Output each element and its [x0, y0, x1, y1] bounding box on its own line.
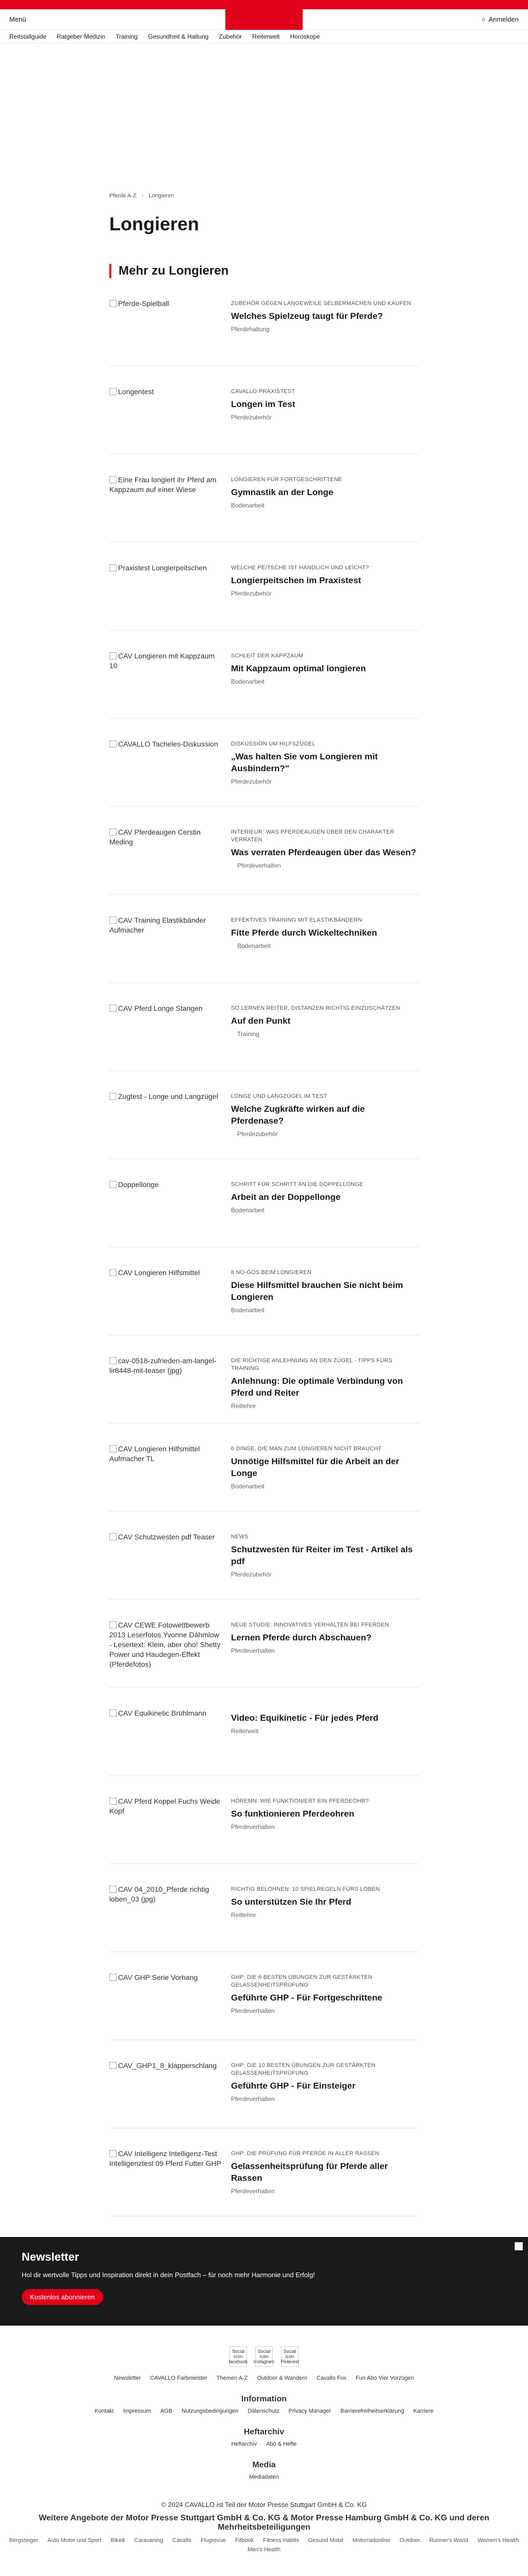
teaser-headline[interactable]: Video: Equikinetic - Für jedes Pferd	[231, 1713, 378, 1723]
teaser-headline[interactable]: Gymnastik an der Longe	[231, 487, 334, 497]
broken-image-icon	[109, 917, 117, 924]
teaser-image-alt: Eine Frau longiert ihr Pferd am Kappzaum auf einer Wiese	[109, 476, 217, 494]
footer-media-title: Media	[252, 2461, 276, 2469]
more-offers-link[interactable]: Motorradonline	[352, 2537, 391, 2544]
footer-links-primary	[0, 2375, 528, 2381]
newsletter-subscribe-button[interactable]: Kostenlos abonnieren	[22, 2289, 103, 2305]
teaser-headline[interactable]: Longen im Test	[231, 399, 295, 409]
teaser-image[interactable]	[109, 475, 222, 533]
teaser-category[interactable]: Pferdeverhalten	[231, 1647, 275, 1654]
teaser-image[interactable]	[109, 1620, 222, 1678]
teaser-headline[interactable]: Unnötige Hilfsmittel für die Arbeit an der Longe	[231, 1456, 400, 1478]
teaser-kicker: DISKUSSION UM HILFSZÜGEL	[231, 741, 316, 747]
footer-info-link[interactable]: Kontakt	[94, 2408, 114, 2414]
teaser-kicker: SCHRITT FÜR SCHRITT AN DIE DOPPELLONGE	[231, 1181, 364, 1188]
teaser-image-alt: CAV_GHP1_8_klapperschlang	[118, 2061, 217, 2070]
teaser-card[interactable]	[109, 475, 419, 543]
teaser-category[interactable]: Pferdezubehör	[231, 413, 272, 421]
broken-image-icon	[109, 1621, 117, 1629]
teaser-card[interactable]	[109, 1973, 419, 2040]
more-offers-link[interactable]: Bike8	[110, 2537, 125, 2544]
teaser-image-alt: CAV Pferd Longe Stangen	[118, 1004, 203, 1012]
newsletter-banner	[0, 2237, 528, 2326]
teaser-kicker: 6 DINGE, DIE MAN ZUM LONGIEREN NICHT BRAUCHT	[231, 1446, 382, 1452]
teaser-category[interactable]: Reitlehre	[231, 1402, 256, 1410]
teaser-card[interactable]	[109, 1180, 419, 1247]
more-offers-link[interactable]: Cavallo	[172, 2537, 192, 2544]
broken-image-icon	[109, 476, 117, 483]
teaser-headline[interactable]: So unterstützen Sie Ihr Pferd	[231, 1896, 352, 1907]
teaser-kicker: 8 NO-GOS BEIM LONGIEREN	[231, 1269, 312, 1276]
nav-item[interactable]: Zubehör	[219, 32, 242, 40]
teaser-category[interactable]: Training	[237, 1030, 259, 1038]
teaser-card[interactable]	[109, 739, 419, 807]
teaser-card[interactable]	[109, 2061, 419, 2128]
teaser-image-alt: Praxistest Longierpeitschen	[118, 564, 207, 572]
broken-image-icon	[109, 388, 117, 395]
broken-image-icon	[109, 1181, 117, 1188]
teaser-image[interactable]	[109, 2061, 222, 2119]
teaser-image-alt: CAV Longieren Hilfsmittel	[118, 1268, 200, 1277]
footer-heft-link[interactable]: Abo & Hefte	[266, 2441, 297, 2447]
menu-button[interactable]	[9, 15, 26, 23]
teaser-image-alt: CAV 04_2010_Pferde richtig loben_03 (jpg)	[109, 1885, 209, 1903]
teaser-category[interactable]: Bodenarbeit	[231, 677, 265, 685]
more-offers-link[interactable]: Outdoor	[400, 2537, 420, 2544]
teaser-card[interactable]	[109, 2149, 419, 2216]
teaser-category[interactable]: Bodenarbeit	[231, 501, 265, 509]
teaser-headline[interactable]: Auf den Punkt	[231, 1015, 291, 1026]
nav-item[interactable]: Ratgeber Medizin	[57, 32, 106, 40]
teaser-image[interactable]	[109, 1268, 222, 1326]
teaser-card[interactable]	[109, 1797, 419, 1864]
footer-info-title: Information	[241, 2395, 287, 2403]
teaser-image[interactable]	[109, 1885, 222, 1942]
teaser-image[interactable]	[109, 387, 222, 445]
newsletter-title: Newsletter	[22, 2250, 79, 2263]
teaser-kicker: LONGE UND LANGZÜGEL IM TEST	[231, 1093, 327, 1099]
teaser-card[interactable]	[109, 827, 419, 895]
teaser-headline[interactable]: Was verraten Pferdeaugen über das Wesen?	[231, 847, 417, 857]
teaser-kicker: HÖREMN: WIE FUNKTIONIERT EIN PFERDEOHR?	[231, 1798, 369, 1804]
teaser-headline[interactable]: Fitte Pferde durch Wickeltechniken	[231, 927, 377, 938]
footer-heft-links	[0, 2441, 528, 2447]
nav-item[interactable]: Reiterwelt	[252, 32, 280, 40]
close-icon[interactable]	[515, 2242, 523, 2250]
footer-link[interactable]: Outdoor & Wandern	[257, 2375, 307, 2381]
nav-item[interactable]: Training	[116, 32, 138, 40]
teaser-image[interactable]	[109, 563, 222, 621]
teaser-image-alt: CAV GHP Serie Vorhang	[118, 1973, 198, 1981]
teaser-image-alt: CAVALLO Tacheles-Diskussion	[118, 740, 218, 748]
teaser-card[interactable]	[109, 1356, 419, 1423]
teaser-image[interactable]	[109, 2149, 222, 2207]
more-offers-link[interactable]: Fitness Habits	[263, 2537, 299, 2544]
footer-info-link[interactable]: Nutzungsbedingungen	[182, 2408, 239, 2414]
teaser-image[interactable]	[109, 1797, 222, 1854]
more-offers-links	[0, 2537, 528, 2563]
teaser-image-alt: CAV Equikinetic Brühlmann	[118, 1709, 206, 1717]
teaser-headline[interactable]: Geführte GHP - Für Einsteiger	[231, 2080, 356, 2091]
broken-image-icon	[109, 564, 117, 571]
more-offers-link[interactable]: Bergsteiger	[9, 2537, 39, 2544]
teaser-image-alt: Doppellonge	[118, 1180, 159, 1189]
teaser-image-alt: CAV Schutzwesten pdf Teaser	[118, 1533, 215, 1541]
more-offers-link[interactable]: Auto Motor und Sport	[47, 2537, 102, 2544]
site-footer	[0, 2326, 528, 2563]
teaser-headline[interactable]: Gelassenheitsprüfung für Pferde aller Rassen	[231, 2161, 388, 2183]
broken-image-icon	[109, 1974, 117, 1981]
more-offers-link[interactable]: Women's Health	[477, 2537, 519, 2544]
teaser-headline[interactable]: Anlehnung: Die optimale Verbindung von Pferd und Reiter	[231, 1376, 403, 1398]
teaser-kicker: SO LERNEN REITER, DISTANZEN RICHTIG EINZUSCHÄTZEN	[231, 1005, 401, 1011]
teaser-category[interactable]: Pferdeverhalten	[231, 2095, 275, 2103]
teaser-image-alt: CAV CEWE Fotowettbewerb 2013 Leserfotos Yvonne Dähmlow - Lesertext: Klein, aber oho! Shetty Power und Haudegen-Effekt (Pferdefotos)	[109, 1621, 221, 1668]
teaser-category[interactable]: Pferdehaltung	[231, 325, 270, 333]
footer-link[interactable]: CAVALLO Farbmeister	[150, 2375, 207, 2381]
footer-link[interactable]: Fun Abo Vier Vorzügen	[355, 2375, 414, 2381]
section-title: Mehr zu Longieren	[109, 264, 419, 278]
teaser-headline[interactable]: So funktionieren Pferdeohren	[231, 1808, 354, 1819]
teaser-image-alt: Zugtest - Longe und Langzügel	[118, 1092, 218, 1100]
teaser-card[interactable]	[109, 916, 419, 983]
newsletter-text: Hol dir wertvolle Tipps und Inspiration direkt in dein Postfach – für noch mehr Harmonie und Erfolg!	[22, 2271, 315, 2279]
teaser-headline[interactable]: Welche Zugkräfte wirken auf die Pferdenase?	[231, 1104, 365, 1126]
main-nav	[0, 30, 528, 43]
broken-image-icon	[109, 1357, 117, 1364]
teaser-kicker: NEUE STUDIE: INNOVATIVES VERHALTEN BEI PFERDEN	[231, 1622, 389, 1628]
more-offers-link[interactable]: Gesund Mobil	[308, 2537, 343, 2544]
broken-image-icon	[109, 1445, 117, 1452]
teaser-card[interactable]	[109, 1444, 419, 1512]
teaser-category[interactable]: Bodenarbeit	[231, 1482, 265, 1490]
teaser-image[interactable]	[109, 1004, 222, 1061]
more-offers-link[interactable]: Flugrevue	[201, 2537, 226, 2544]
teaser-category[interactable]: Pferdeverhalten	[231, 2187, 275, 2195]
teaser-image[interactable]	[109, 1444, 222, 1502]
user-icon: ○	[481, 15, 486, 23]
teaser-kicker: RICHTIG BELOHNEN: 10 SPIELREGELN FÜRS LOBEN	[231, 1886, 380, 1892]
teaser-headline[interactable]: Mit Kappzaum optimal longieren	[231, 663, 366, 673]
teaser-card[interactable]	[109, 299, 419, 366]
teaser-kicker: GHP: DIE 10 BESTEN ÜBUNGEN ZUR GESTÄRKTEN GELASSENHEITSPRÜFUNG	[231, 2062, 376, 2076]
footer-info-link[interactable]: Privacy Manager	[288, 2408, 332, 2414]
teaser-image[interactable]	[109, 1708, 222, 1766]
site-header	[0, 9, 528, 30]
teaser-headline[interactable]: Lernen Pferde durch Abschauen?	[231, 1632, 372, 1642]
social-icon[interactable]: Social Icon facebook	[229, 2346, 247, 2367]
teaser-card[interactable]	[109, 1532, 419, 1600]
broken-image-icon	[109, 1886, 117, 1893]
teaser-card[interactable]	[109, 563, 419, 631]
teaser-card[interactable]	[109, 1268, 419, 1335]
broken-image-icon	[109, 2150, 117, 2157]
teaser-kicker: WELCHE PEITSCHE IST HANDLICH UND LEICHT?	[231, 565, 369, 571]
teaser-image-alt: CAV Training Elastikbänder Aufmacher	[109, 916, 206, 934]
teaser-image[interactable]	[109, 1973, 222, 2030]
breadcrumb	[109, 193, 419, 199]
footer-media-link[interactable]: Mediadaten	[249, 2474, 279, 2480]
teaser-category[interactable]: Reitlehre	[231, 1911, 256, 1919]
broken-image-icon	[109, 652, 117, 659]
teaser-card[interactable]	[109, 1004, 419, 1071]
broken-image-icon	[109, 1709, 117, 1717]
teaser-headline[interactable]: „Was halten Sie vom Longieren mit Ausbindern?"	[231, 751, 378, 773]
main-content	[109, 193, 419, 2216]
broken-image-icon	[109, 1269, 117, 1276]
social-icon[interactable]: Social Icon Pinterest	[281, 2346, 299, 2367]
social-links	[0, 2326, 528, 2367]
teaser-image-alt: CAV Longieren Hilfsmittel Aufmacher TL	[109, 1445, 200, 1463]
teaser-image-alt: cav-0518-zufrieden-am-langel-lir8448-mit-teaser (jpg)	[109, 1357, 217, 1375]
teaser-image-alt: CAV Longieren mit Kappzaum 10	[109, 652, 215, 670]
teaser-category[interactable]: Pferdeverhalten	[231, 2007, 275, 2014]
teaser-category[interactable]: Bodenarbeit	[231, 1206, 265, 1214]
teaser-image[interactable]	[109, 1180, 222, 1238]
teaser-kicker: GHP: DIE 6 BESTEN ÜBUNGEN ZUR GESTÄRKTEN GELASSENHEITSPRÜFUNG	[231, 1974, 372, 1988]
footer-media-links	[0, 2474, 528, 2480]
teaser-headline[interactable]: Welches Spielzeug taugt für Pferde?	[231, 311, 383, 321]
nav-item[interactable]: Gesundheit & Haltung	[148, 32, 209, 40]
teaser-card[interactable]	[109, 387, 419, 454]
teaser-image[interactable]	[109, 299, 222, 357]
teaser-image[interactable]	[109, 1532, 222, 1590]
broken-image-icon	[109, 740, 117, 748]
login-label: Anmelden	[488, 15, 519, 23]
teaser-category[interactable]: Pferdezubehör	[231, 1570, 272, 1578]
teaser-headline[interactable]: Diese Hilfsmittel brauchen Sie nicht beim Longieren	[231, 1280, 403, 1302]
teaser-image-alt: CAV Pferd Koppel Fuchs Weide Kopf	[109, 1797, 220, 1815]
teaser-headline[interactable]: Geführte GHP - Für Fortgeschrittene	[231, 1992, 383, 2003]
page-title: Longieren	[109, 213, 200, 234]
footer-info-link[interactable]: Karriere	[413, 2408, 434, 2414]
teaser-category[interactable]: Bodenarbeit	[231, 1306, 265, 1314]
more-offers-link[interactable]: Men's Health	[248, 2547, 280, 2553]
brand-logo[interactable]	[225, 0, 303, 30]
teaser-headline[interactable]: Arbeit an der Doppellonge	[231, 1192, 341, 1202]
teaser-kicker: GHP: DIE PRÜFUNG FÜR PFERDE IN ALLER RASSEN	[231, 2150, 380, 2157]
footer-info-link[interactable]: AGB	[160, 2408, 173, 2414]
footer-link[interactable]: Themen A-Z	[216, 2375, 248, 2381]
menu-label: Menü	[9, 15, 26, 23]
footer-heft-link[interactable]: Heftarchiv	[231, 2441, 257, 2447]
social-icon[interactable]: Social Icon Instagram	[255, 2346, 273, 2367]
teaser-image[interactable]	[109, 651, 222, 709]
nav-item[interactable]: Horoskope	[290, 32, 320, 40]
more-offers-title: Weitere Angebote der Motor Presse Stuttgart GmbH & Co. KG & Motor Presse Hamburg GmbH & Co. KG und deren Mehrheitsbeteiligungen	[39, 2514, 489, 2532]
teaser-image-alt: Pferde-Spielball	[118, 299, 169, 308]
breadcrumb-separator-icon: ›	[141, 193, 144, 199]
teaser-kicker: NEWS	[231, 1534, 249, 1540]
broken-image-icon	[109, 1093, 117, 1100]
footer-info-links	[0, 2408, 528, 2414]
footer-info-link[interactable]: Impressum	[123, 2408, 152, 2414]
teaser-kicker: EFFEKTIVES TRAINING MIT ELASTIKBÄNDERN	[231, 917, 362, 923]
teaser-card[interactable]	[109, 1620, 419, 1688]
teaser-kicker: ZUBEHÖR GEGEN LANGEWEILE SELBERMACHEN UND KAUFEN	[231, 300, 411, 307]
teaser-image[interactable]	[109, 739, 222, 797]
teaser-category[interactable]: Pferdeverhalten	[237, 861, 281, 869]
footer-heft-title: Heftarchiv	[243, 2428, 285, 2436]
teaser-kicker: DIE RICHTIGE ANLEHNUNG AN DEN ZÜGEL - TIPPS FÜRS TRAINING	[231, 1358, 392, 1371]
broken-image-icon	[109, 1533, 117, 1540]
breadcrumb-item[interactable]: Pferde A-Z	[109, 193, 137, 199]
footer-info-link[interactable]: Barrierefreiheitserklärung	[340, 2408, 404, 2414]
more-offers-link[interactable]: Fitbook	[235, 2537, 254, 2544]
teaser-image-alt: CAV Pferdeaugen Cerstin Meding	[109, 828, 201, 846]
teaser-image[interactable]	[109, 916, 222, 973]
teaser-category[interactable]: Pferdezubehör	[231, 589, 272, 597]
broken-image-icon	[109, 300, 117, 307]
footer-link[interactable]: Cavallo Fox	[316, 2375, 346, 2381]
broken-image-icon	[109, 1798, 117, 1805]
more-offers-link[interactable]: Caravaning	[134, 2537, 163, 2544]
teaser-category[interactable]: Pferdezubehör	[237, 1130, 278, 1138]
broken-image-icon	[109, 2062, 117, 2069]
teaser-card[interactable]	[109, 1092, 419, 1159]
more-offers-link[interactable]: Runner's World	[429, 2537, 469, 2544]
teaser-image[interactable]	[109, 827, 222, 885]
teaser-category[interactable]: Bodenarbeit	[237, 942, 271, 950]
broken-image-icon	[109, 828, 117, 836]
teaser-image[interactable]	[109, 1092, 222, 1149]
teaser-category[interactable]: Reiterwelt	[231, 1727, 259, 1735]
teaser-headline[interactable]: Schutzwesten für Reiter im Test - Artikel als pdf	[231, 1544, 413, 1566]
teaser-kicker: LONGIEREN FÜR FORTGESCHRITTENE	[231, 477, 342, 483]
nav-item[interactable]: Reitstallguide	[9, 32, 47, 40]
teaser-image-alt: Longentest	[118, 387, 154, 396]
footer-link[interactable]: Newsletter	[114, 2375, 141, 2381]
teaser-kicker: INTERIEUR: WAS PFERDEAUGEN ÜBER DEN CHARAKTER VERRATEN	[231, 829, 394, 843]
teaser-card[interactable]	[109, 1885, 419, 1952]
teaser-headline[interactable]: Longierpeitschen im Praxistest	[231, 575, 361, 585]
footer-info-link[interactable]: Datenschutz	[248, 2408, 279, 2414]
teaser-kicker: SCHLEIT DER KAPPZAUM	[231, 653, 304, 659]
broken-image-icon	[109, 1005, 117, 1012]
teaser-kicker: CAVALLO PRAXISTEST	[231, 388, 295, 395]
teaser-card[interactable]	[109, 1708, 419, 1776]
teaser-list	[109, 299, 419, 2216]
teaser-card[interactable]	[109, 651, 419, 719]
copyright: © 2024 CAVALLO ist Teil der Motor Presse Stuttgart GmbH & Co. KG	[161, 2501, 367, 2509]
breadcrumb-item-current: Longieren	[148, 193, 174, 199]
teaser-category[interactable]: Pferdeverhalten	[231, 1823, 275, 1831]
teaser-image-alt: CAV Intelligenz Intelligenz-Test Intelligenztest 09 Pferd Futter GHP	[109, 2149, 222, 2167]
login-button[interactable]	[482, 15, 519, 23]
teaser-image[interactable]	[109, 1356, 222, 1414]
teaser-category[interactable]: Pferdezubehör	[231, 777, 272, 785]
